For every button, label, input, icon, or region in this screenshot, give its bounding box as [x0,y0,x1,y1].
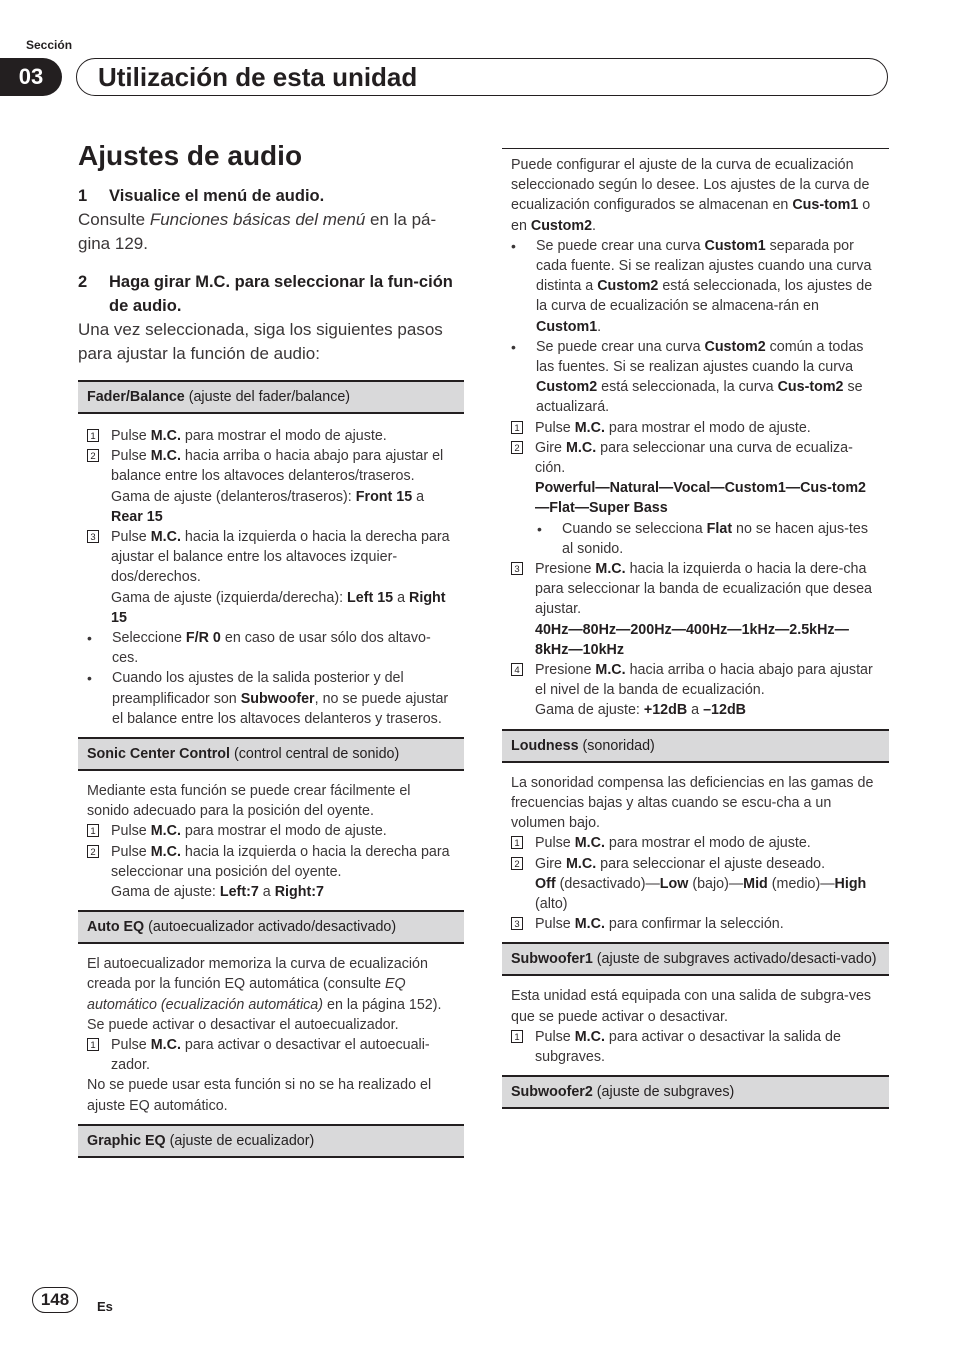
list-item: 1 Pulse M.C. para mostrar el modo de ajuste. [511,833,880,853]
loudness-heading: Loudness (sonoridad) [502,729,889,763]
step-2-body: Una vez seleccionada, siga los siguientes pasos para ajustar la función de audio: [78,320,443,363]
fader-balance-body [78,414,464,737]
subwoofer1-heading: Subwoofer1 (ajuste de subgraves activado/desacti-vado) [502,942,889,976]
left-column [78,184,464,1158]
graphic-eq-body [502,148,889,729]
step-2-heading: 2 Haga girar M.C. para seleccionar la fun-ción de audio. [78,273,453,315]
fader-balance-heading: Fader/Balance (ajuste del fader/balance) [78,380,464,414]
sub-bullet-item: • Cuando se selecciona Flat no se hacen ajus-tes al sonido. [537,520,868,557]
list-item: 2 Gire M.C. para seleccionar una curva de ecualiza-ción. Powerful—Natural—Vocal—Custom1—Cus-tom2—Flat—Super Bass [511,438,880,519]
paragraph: El autoecualizador memoriza la curva de ecualización creada por la función EQ automática (consulte EQ automático (ecualización automática) en la página 152). [87,956,442,1013]
paragraph: Puede configurar el ajuste de la curva de ecualización seleccionado según lo desee. Los ajustes de la curva de ecualización configurados se almacenan en Cus-tom1 o en Custom2. [511,157,871,234]
step-1-body: Consulte Funciones básicas del menú en la pá-gina 129. [78,210,437,253]
list-item: 3 Pulse M.C. hacia la izquierda o hacia la derecha para ajustar el balance entre los altavoces izquier-dos/derechos. Gama de ajuste (izquierda/derecha): Left 15 a Right 15 [87,527,455,628]
step-1-heading: 1 Visualice el menú de audio. [78,187,325,205]
chapter-title: Utilización de esta unidad [98,62,418,92]
list-item: 4 Presione M.C. hacia arriba o hacia abajo para ajustar el nivel de la banda de ecualización. Gama de ajuste: +12dB a –12dB [511,660,880,721]
subwoofer1-body [502,976,889,1075]
list-item: 1 Pulse M.C. para activar o desactivar el autoecuali-zador. [87,1035,455,1075]
auto-eq-body [78,944,464,1124]
bullet-item: • Se puede crear una curva Custom2 común a todas las fuentes. Si se realizan ajustes cuando la curva Custom2 está seleccionada, la curva Cus-tom2 se actualizará. [511,338,864,416]
paragraph: No se puede usar esta función si no se ha realizado el ajuste EQ automático. [87,1077,432,1114]
sonic-center-body [78,771,464,910]
chapter-number-badge: 03 [0,58,62,96]
paragraph: Mediante esta función se puede crear fácilmente el sonido adecuado para la posición del oyente. [87,783,411,820]
page-number: 148 [32,1287,78,1313]
eq-band-options: 40Hz—80Hz—200Hz—400Hz—1kHz—2.5kHz—8kHz—10kHz [535,621,849,658]
subwoofer2-heading: Subwoofer2 (ajuste de subgraves) [502,1075,889,1109]
list-item: 3 Pulse M.C. para confirmar la selección. [511,914,880,934]
list-item: 1 Pulse M.C. para mostrar el modo de ajuste. [87,821,455,841]
sonic-center-heading: Sonic Center Control (control central de sonido) [78,737,464,771]
paragraph: Se puede activar o desactivar el autoecualizador. [87,1016,399,1033]
section-label: Sección [26,38,73,52]
graphic-eq-heading: Graphic EQ (ajuste de ecualizador) [78,1124,464,1158]
cross-reference[interactable]: EQ automático (ecualización automática) [87,976,406,1013]
list-item: 1 Pulse M.C. para activar o desactivar la salida de subgraves. [511,1027,880,1067]
language-code: Es [97,1299,113,1314]
paragraph: Esta unidad está equipada con una salida de subgra-ves que se puede activar o desactivar. [511,988,872,1025]
bullet-item: • Cuando los ajustes de la salida posterior y del preamplificador son Subwoofer, no se puede ajustar el balance entre los altavoces delanteros y traseros. [87,670,449,727]
auto-eq-heading: Auto EQ (autoecualizador activado/desactivado) [78,910,464,944]
eq-curve-options: Powerful—Natural—Vocal—Custom1—Cus-tom2—Flat—Super Bass [535,480,866,517]
list-item: 3 Presione M.C. hacia la izquierda o hacia la dere-cha para seleccionar la banda de ecualización que desea ajustar. 40Hz—80Hz—200Hz—400Hz—1kHz—2.5kHz—8kHz—10kHz [511,559,880,660]
list-item: 2 Pulse M.C. hacia arriba o hacia abajo para ajustar el balance entre los altavoces delanteros/traseros. Gama de ajuste (delanteros/traseros): Front 15 a Rear 15 [87,446,455,527]
list-item: 2 Gire M.C. para seleccionar el ajuste deseado. Off (desactivado)—Low (bajo)—Mid (medio)—High (alto) [511,854,880,915]
list-item: 1 Pulse M.C. para mostrar el modo de ajuste. [511,418,880,438]
list-item: 1 Pulse M.C. para mostrar el modo de ajuste. [87,426,455,446]
loudness-body [502,763,889,943]
paragraph: La sonoridad compensa las deficiencias en las gamas de frecuencias bajas y altas cuando se escu-cha a un volumen bajo. [511,774,874,832]
list-item: 2 Pulse M.C. hacia la izquierda o hacia la derecha para seleccionar una posición del oyente. Gama de ajuste: Left:7 a Right:7 [87,842,455,903]
bullet-item: • Se puede crear una curva Custom1 separada por cada fuente. Si se realizan ajustes cuando una curva distinta a Custom2 está seleccionada, los ajustes de la curva de ecualización se almacena-rán en Custom1. [511,237,873,335]
bullet-item: • Seleccione F/R 0 en caso de usar sólo dos altavo-ces. [87,630,431,667]
page-title: Ajustes de audio [78,140,303,171]
right-column [502,148,889,1109]
cross-reference[interactable]: Funciones básicas del menú [149,210,366,229]
